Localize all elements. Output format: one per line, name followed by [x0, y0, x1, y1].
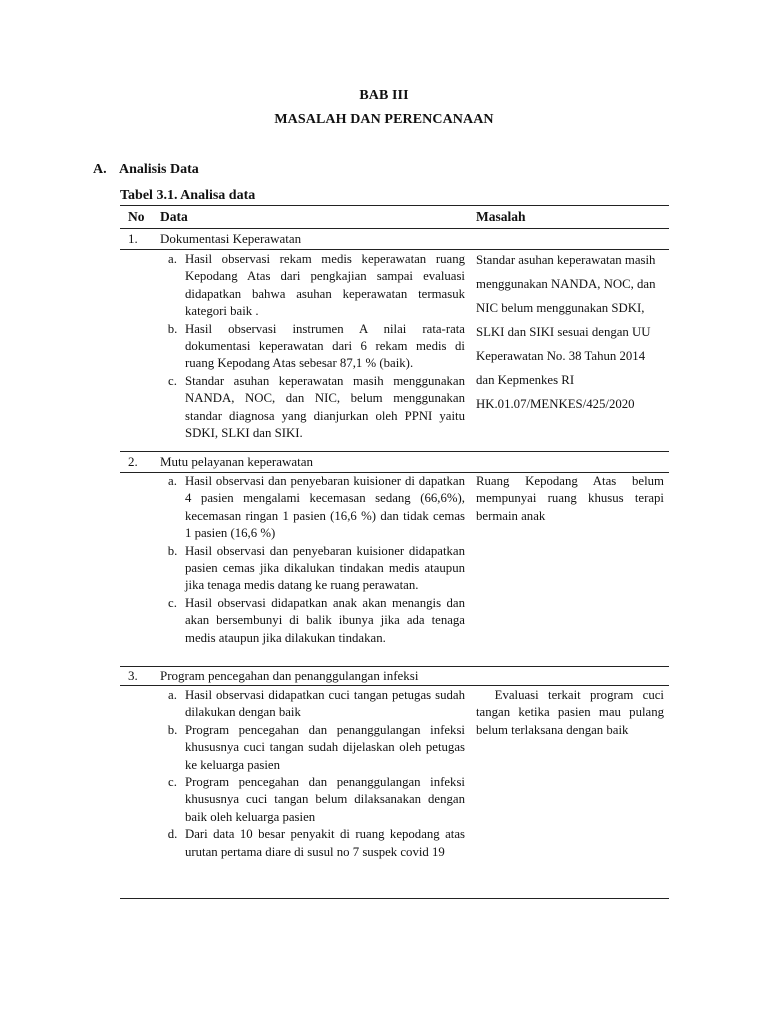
list-item: [160, 543, 465, 595]
table-rule-row3-category: [120, 685, 669, 686]
list-marker: b.: [167, 722, 178, 737]
list-marker: a.: [168, 474, 177, 488]
chapter-heading: BAB III: [359, 88, 409, 103]
list-marker: c.: [168, 775, 177, 790]
section-title: Analisis Data: [119, 162, 199, 177]
list-marker: b.: [167, 543, 178, 558]
list-item-text: Hasil observasi instrumen A nilai rata-rata dokumentasi keperawatan dari 6 rekam medis di ruang Kepodang Atas sebesar 87,1 % (baik).: [185, 321, 465, 371]
row1-number: 1.: [128, 231, 138, 246]
list-item: [160, 826, 465, 861]
table-rule-bottom: [120, 898, 669, 899]
list-item-text: Program pencegahan dan penanggulangan infeksi khususnya cuci tangan sudah dijelaskan oleh petugas ke keluarga pasien: [185, 722, 465, 772]
header-data: Data: [160, 209, 188, 224]
list-item: [160, 595, 465, 647]
list-item-text: Hasil observasi didapatkan anak akan menangis dan akan bersembunyi di balik ibunya jika ada tenaga medis ataupun jika dilakukan tindakan.: [185, 595, 465, 645]
header-masalah: Masalah: [476, 209, 526, 224]
row2-data-list: [160, 473, 465, 647]
list-item: [160, 321, 465, 373]
list-item: [160, 774, 465, 826]
list-marker: b.: [167, 321, 178, 336]
row2-number: 2.: [128, 454, 138, 469]
table-rule-row1-end: [120, 451, 669, 452]
section-letter: A.: [93, 162, 107, 177]
table-caption: Tabel 3.1. Analisa data: [120, 188, 256, 203]
row1-masalah: Standar asuhan keperawatan masih menggunakan NANDA, NOC, dan NIC belum menggunakan SDKI, SLKI dan SIKI sesuai dengan UU Keperawatan No. 38 Tahun 2014 dan Kepmenkes RI HK.01.07/MENKES/425/2020: [476, 253, 656, 411]
list-item-text: Standar asuhan keperawatan masih menggunakan NANDA, NOC, dan NIC, belum menggunakan standar diagnosa yang dianjurkan oleh PPNI yaitu SDKI, SLKI dan SIKI.: [185, 373, 465, 441]
section-heading: [93, 162, 199, 178]
list-item-text: Hasil observasi dan penyebaran kuisioner didapatkan pasien cemas jika dikalukan tindakan medis ataupun jika tenaga medis datang ke ruang perawatan.: [185, 543, 465, 593]
list-item: [160, 473, 465, 543]
list-marker: c.: [168, 373, 177, 388]
list-item: [160, 373, 465, 443]
list-marker: a.: [168, 252, 177, 266]
list-item-text: Hasil observasi dan penyebaran kuisioner di dapatkan 4 pasien mengalami kecemasan sedang (66,6%), kecemasan ringan 1 pasien (16,6 %) dan tidak cemas 1 pasien (16,6 %): [185, 474, 465, 541]
list-item-text: Dari data 10 besar penyakit di ruang kepodang atas urutan pertama diare di susul no 7 suspek covid 19: [185, 827, 465, 859]
list-item-text: Hasil observasi rekam medis keperawatan ruang Kepodang Atas dari pengkajian sampai evaluasi didapatkan bahwa asuhan keperawatan termasuk kategori baik .: [185, 252, 465, 319]
table-rule-header: [120, 228, 669, 229]
list-item: [160, 251, 465, 321]
list-marker: d.: [167, 827, 178, 842]
chapter-title: MASALAH DAN PERENCANAAN: [274, 112, 494, 127]
row3-masalah: Evaluasi terkait program cuci tangan ketika pasien mau pulang belum terlaksana dengan baik: [476, 688, 664, 737]
row3-number: 3.: [128, 668, 138, 683]
row1-data-list: [160, 251, 465, 442]
list-item-text: Hasil observasi didapatkan cuci tangan petugas sudah dilakukan dengan baik: [185, 688, 465, 720]
list-item: [160, 722, 465, 774]
row2-category: Mutu pelayanan keperawatan: [160, 454, 314, 469]
list-item-text: Program pencegahan dan penanggulangan infeksi khususnya cuci tangan belum dilaksanakan dengan baik oleh keluarga pasien: [185, 775, 465, 824]
list-item: [160, 687, 465, 722]
list-marker: c.: [168, 595, 177, 610]
row3-data-list: [160, 687, 465, 861]
row2-masalah: Ruang Kepodang Atas belum mempunyai ruang khusus terapi bermain anak: [476, 474, 664, 523]
table-rule-top: [120, 205, 669, 206]
header-no: No: [128, 209, 145, 224]
row1-category: Dokumentasi Keperawatan: [160, 231, 302, 246]
row3-category: Program pencegahan dan penanggulangan infeksi: [160, 668, 419, 683]
list-marker: a.: [168, 688, 177, 702]
